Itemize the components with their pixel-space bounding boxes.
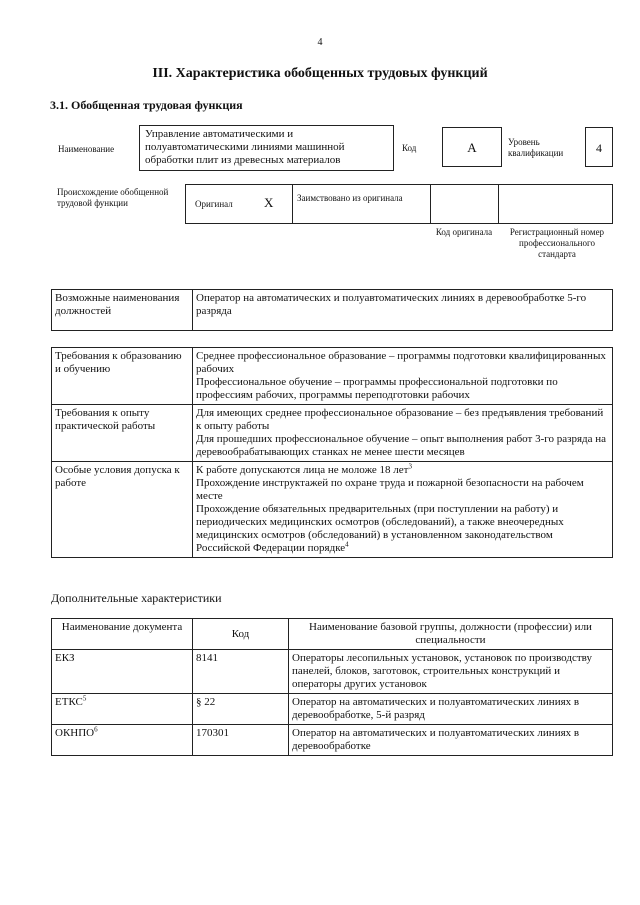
level-value: 4 — [596, 141, 602, 155]
table-row — [52, 725, 613, 756]
borrowed-label: Заимствовано из оригинала — [297, 193, 403, 203]
row-doc — [52, 694, 193, 725]
req-experience-label: Требования к опыту практической работы — [52, 405, 193, 462]
req-education-line-2: Профессиональное обучение – программы профессиональной подготовки по профессиям рабочих, программы переподготовки рабочих — [196, 376, 558, 401]
req-special-line-2: Прохождение инструктажей по охране труда и пожарной безопасности на рабочем месте — [196, 477, 584, 502]
requirements-table — [51, 347, 613, 558]
additional-header-row — [52, 619, 613, 650]
origin-label: Происхождение обобщенной трудовой функции — [57, 187, 169, 208]
row-code: § 22 — [193, 694, 289, 725]
positions-row — [52, 290, 613, 331]
requirement-row — [52, 405, 613, 462]
additional-table — [51, 618, 613, 756]
req-education-value — [193, 348, 613, 405]
origin-divider-3 — [498, 184, 499, 224]
original-mark: X — [264, 195, 274, 210]
code-original-caption: Код оригинала — [435, 227, 493, 237]
row-name: Оператор на автоматических и полуавтоматических линиях в деревообработке — [289, 725, 613, 756]
origin-divider-2 — [430, 184, 431, 224]
req-special-line-1-text: К работе допускаются лица не моложе 18 лет — [196, 464, 409, 476]
reg-number-caption: Регистрационный номер профессионального стандарта — [509, 227, 605, 259]
code-label: Код — [402, 143, 417, 153]
req-special-line-3-text: Прохождение обязательных предварительных (при поступлении на работу) и периодических медицинских осмотров (обследований), а также внеочередных медицинских осмотров (обследований) в установленном законодательством Российской Федерации порядке — [196, 503, 564, 554]
row-doc — [52, 650, 193, 694]
sub-title: 3.1. Обобщенная трудовая функция — [50, 98, 243, 112]
footnote-3: 3 — [408, 462, 412, 471]
function-name-box — [139, 125, 394, 171]
function-name-value: Управление автоматическими и полуавтоматическими линиями машинной обработки плит из древесных материалов — [145, 128, 345, 166]
positions-label: Возможные наименования должностей — [52, 290, 193, 331]
row-doc-text: ОКНПО — [55, 727, 95, 739]
req-education-label: Требования к образованию и обучению — [52, 348, 193, 405]
footnote-4: 4 — [345, 540, 349, 549]
additional-title: Дополнительные характеристики — [51, 591, 222, 605]
code-value: А — [467, 140, 477, 155]
req-special-line-1 — [196, 464, 609, 477]
name-label: Наименование — [58, 144, 115, 154]
row-doc-text: ЕКЗ — [55, 652, 75, 664]
row-code: 8141 — [193, 650, 289, 694]
req-special-value — [193, 462, 613, 558]
row-name: Оператор на автоматических и полуавтоматических линиях в деревообработке, 5-й разряд — [289, 694, 613, 725]
header-name: Наименование базовой группы, должности (профессии) или специальности — [289, 619, 613, 650]
row-name: Операторы лесопильных установок, установок по производству панелей, блоков, заготовок, строительных конструкций и операторы других установок — [289, 650, 613, 694]
level-value-box — [585, 127, 613, 167]
req-education-line-1: Среднее профессиональное образование – программы подготовки квалифицированных рабочих — [196, 350, 606, 375]
original-label: Оригинал — [195, 199, 233, 209]
requirement-row — [52, 462, 613, 558]
row-doc-sup: 5 — [82, 694, 87, 703]
header-code: Код — [193, 619, 289, 650]
level-label: Уровень квалификации — [508, 137, 564, 158]
table-row — [52, 650, 613, 694]
origin-frame — [185, 184, 613, 224]
positions-table — [51, 289, 613, 331]
req-experience-value — [193, 405, 613, 462]
row-doc-sup: 6 — [94, 725, 98, 734]
req-experience-line-2: Для прошедших профессиональное обучение – опыт выполнения работ 3-го разряда на деревообрабатывающих станках не менее шести месяцев — [196, 433, 607, 458]
page-number: 4 — [317, 37, 323, 48]
positions-value: Оператор на автоматических и полуавтоматических линиях в деревообработке 5-го разряда — [193, 290, 613, 331]
req-special-line-3 — [196, 503, 609, 555]
row-code: 170301 — [193, 725, 289, 756]
row-doc — [52, 725, 193, 756]
requirement-row — [52, 348, 613, 405]
section-title: III. Характеристика обобщенных трудовых функций — [152, 66, 488, 81]
table-row — [52, 694, 613, 725]
row-doc-text: ЕТКС — [55, 696, 83, 708]
req-experience-line-1: Для имеющих среднее профессиональное образование – без предъявления требований к опыту работы — [196, 407, 604, 432]
origin-divider-1 — [292, 184, 293, 224]
header-doc: Наименование документа — [52, 619, 193, 650]
code-value-box — [442, 127, 502, 167]
req-special-label: Особые условия допуска к работе — [52, 462, 193, 558]
